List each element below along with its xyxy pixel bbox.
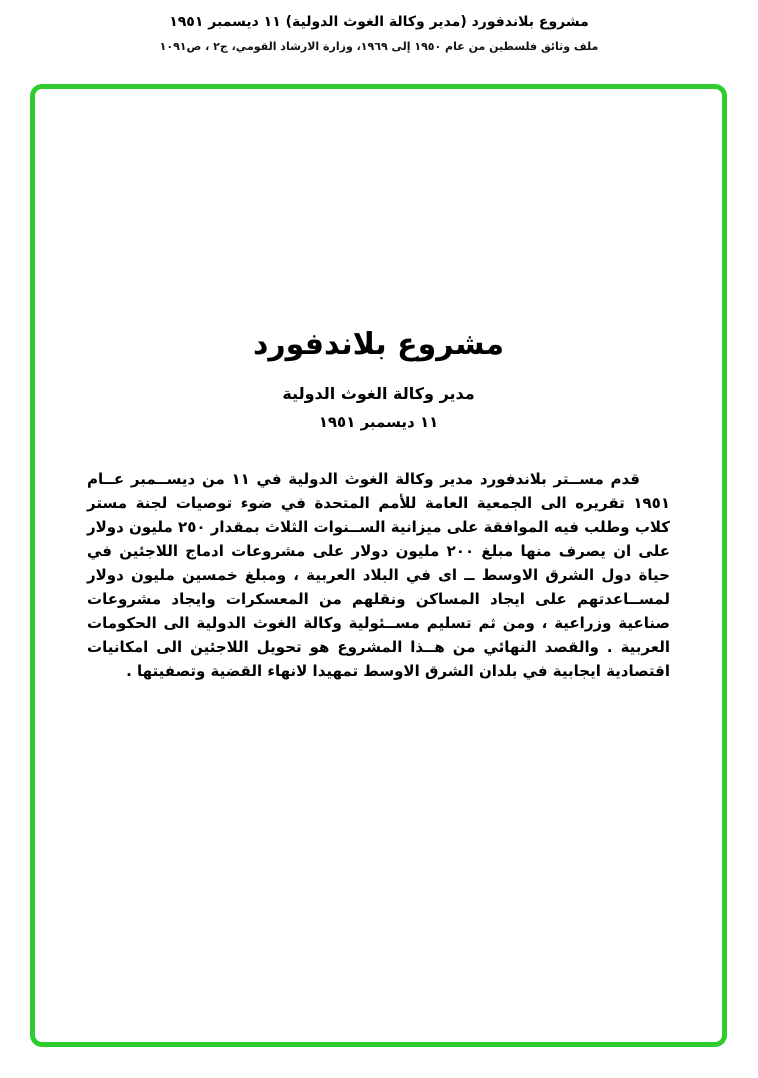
header-citation-source: ملف وثائق فلسطين من عام ١٩٥٠ إلى ١٩٦٩، وزارة الارشاد القومي، ج٢ ، ص١٠٩١ <box>159 40 599 53</box>
document-date: ١١ ديسمبر ١٩٥١ <box>318 413 439 431</box>
document-body-paragraph: قدم مســتر بلاندفورد مدير وكالة الغوث الدولية في ١١ من ديســمبر عــام ١٩٥١ تقريره الى الجمعية العامة للأمم المتحدة في ضوء توصيات لجنة مستر كلاب وطلب فيه الموافقة على ميزانية الســنوات الثلاث بمقدار ٢٥٠ مليون دولار على ان يصرف منها مبلغ ٢٠٠ مليون دولار على مشروعات ادماج اللاجئين في حياة دول الشرق الاوسط ــ اى في البلاد العربية ، ومبلغ خمسين مليون دولار لمســاعدتهم على ايجاد المساكن ونقلهم من المعسكرات وايجاد مشروعات صناعية وزراعية ، ومن ثم تسليم مســئولية وكالة الغوث الدولية الى الحكومات العربية . والقصد النهائي من هــذا المشروع هو تحويل اللاجئين الى امكانيات اقتصادية ايجابية في بلدان الشرق الاوسط تمهيدا لانهاء القضية وتصفيتها . <box>87 470 671 680</box>
document-header <box>0 14 758 53</box>
header-citation-title: مشروع بلاندفورد (مدير وكالة الغوث الدولية) ١١ ديسمبر ١٩٥١ <box>169 14 589 30</box>
document-subtitle: مدير وكالة الغوث الدولية <box>282 384 475 403</box>
document-frame <box>30 84 727 1047</box>
document-title: مشروع بلاندفورد <box>252 327 505 362</box>
